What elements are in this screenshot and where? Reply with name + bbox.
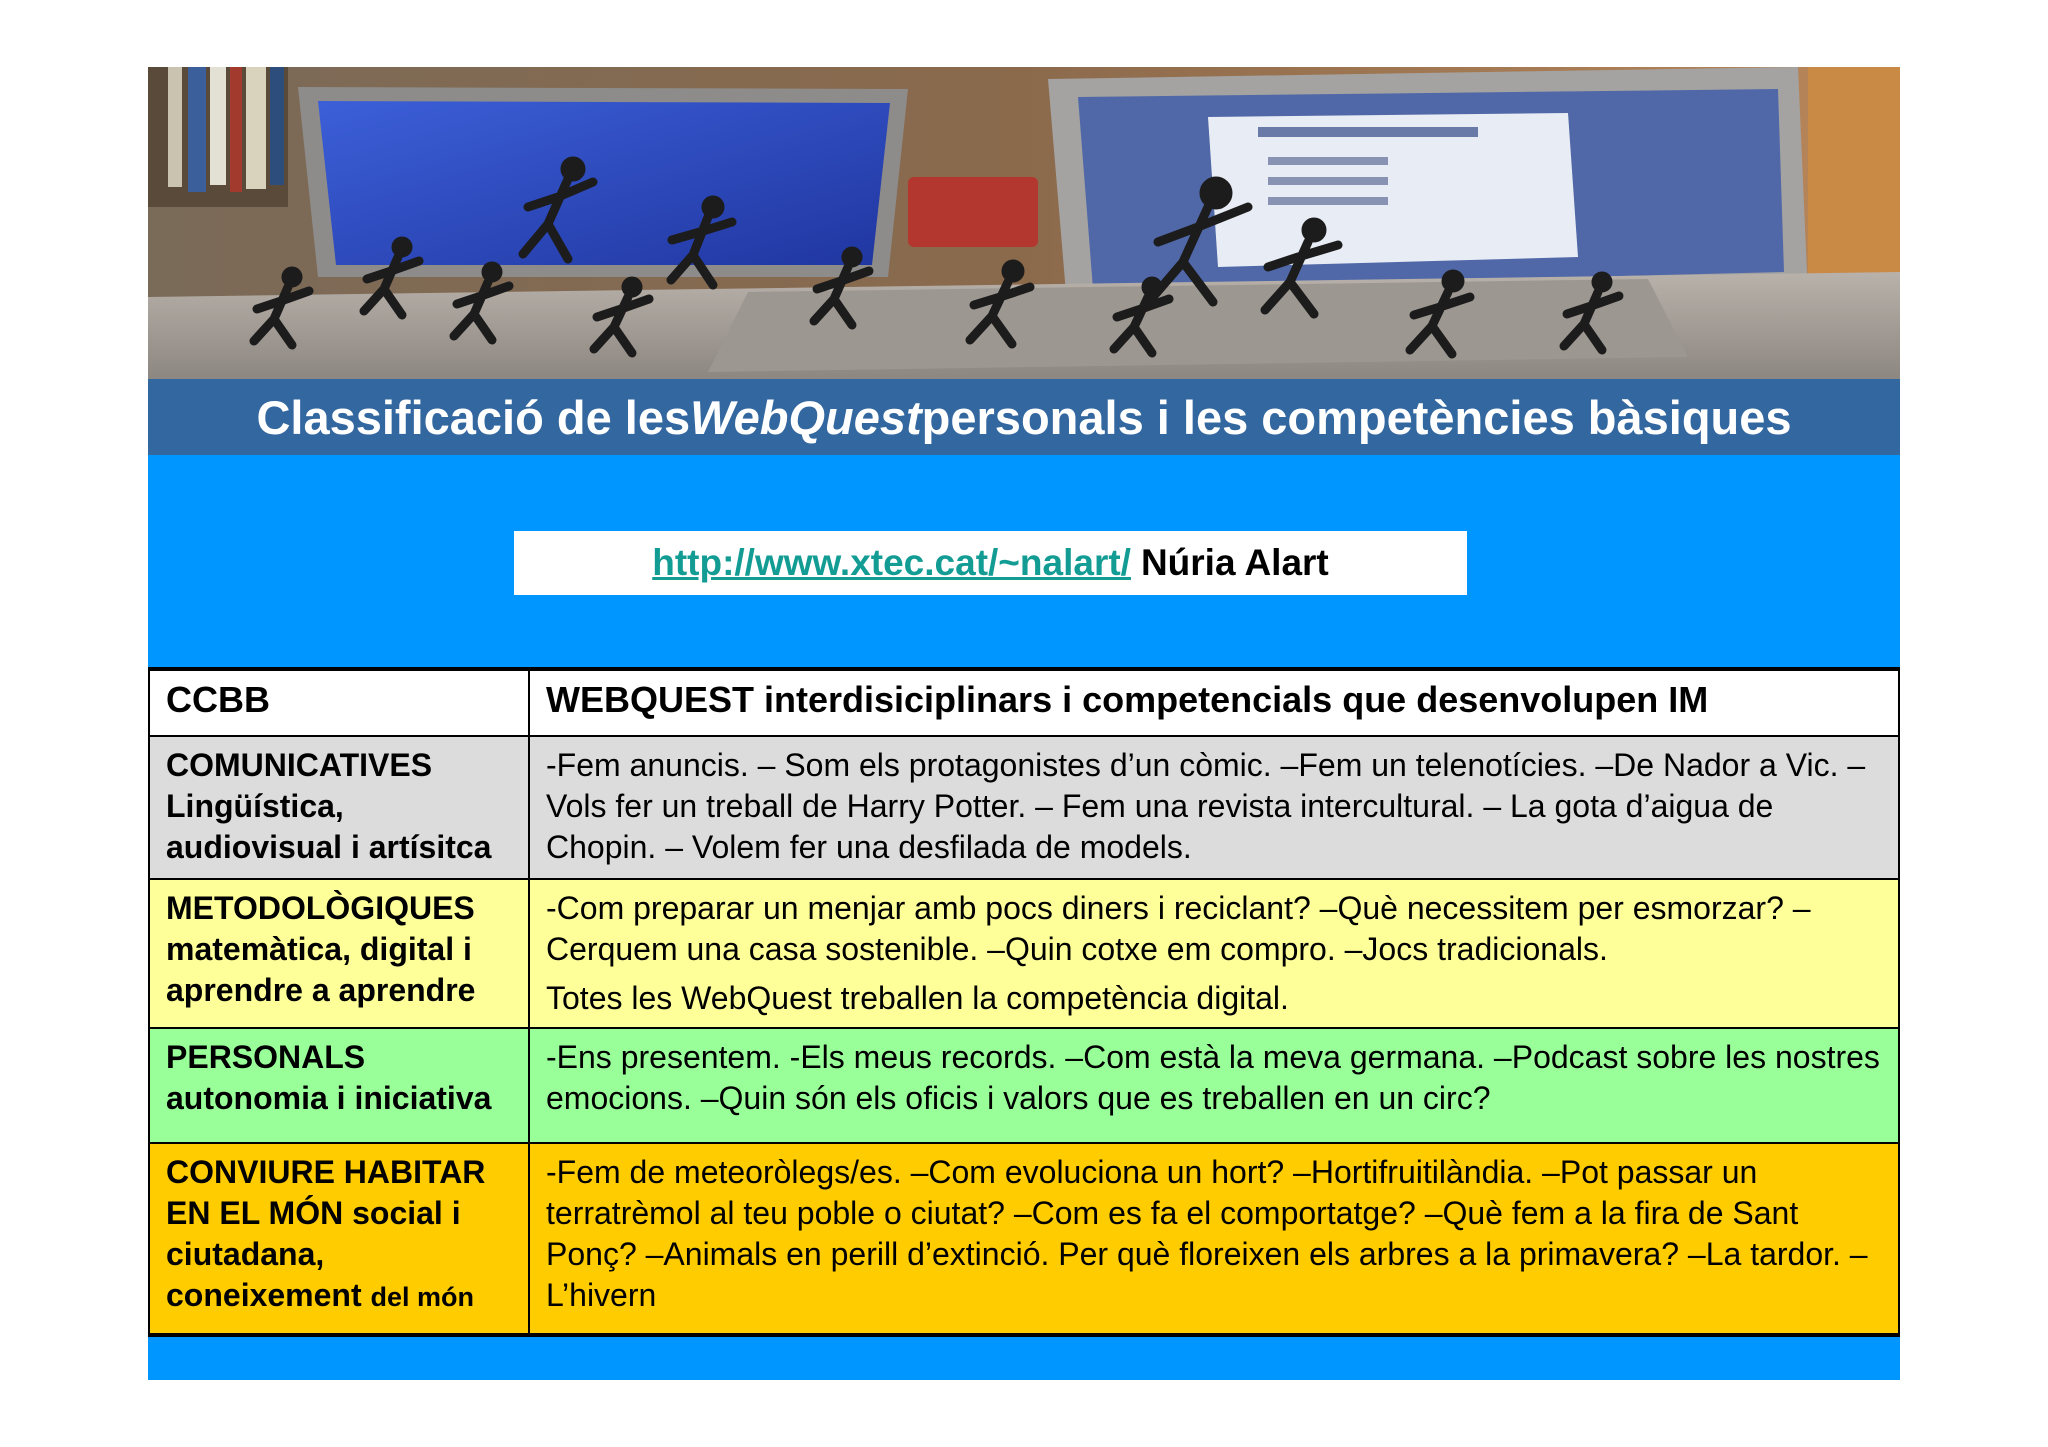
category-line: audiovisual i artísitca: [166, 829, 492, 865]
category-line: PERSONALS: [166, 1039, 366, 1075]
category-cell: [149, 736, 529, 879]
category-cell: [149, 879, 529, 1028]
category-line: autonomia i iniciativa: [166, 1080, 492, 1116]
category-line: Lingüística,: [166, 788, 344, 824]
webquest-list-text: -Com preparar un menjar amb pocs diners i reciclant? –Què necessitem per esmorzar? –Cerquem una casa sostenible. –Quin cotxe em compro. –Jocs tradicionals.: [546, 890, 1811, 967]
title-pre: Classificació de les: [256, 390, 691, 444]
webquest-list-cell: [529, 879, 1899, 1028]
table-header-row: [149, 669, 1899, 736]
source-box: [514, 531, 1467, 595]
header-webquest: WEBQUEST interdisiciplinars i competencials que desenvolupen IM: [529, 669, 1899, 736]
table-row: [149, 736, 1899, 879]
webquest-list-cell: -Ens presentem. -Els meus records. –Com està la meva germana. –Podcast sobre les nostres emocions. –Quin són els oficis i valors que es treballen en un circ?: [529, 1028, 1899, 1143]
slide: [148, 67, 1900, 1380]
author-name: Núria Alart: [1140, 542, 1329, 583]
title-post: personals i les competències bàsiques: [921, 390, 1792, 444]
competencies-table: [148, 667, 1900, 1337]
category-line: CONVIURE HABITAR: [166, 1154, 486, 1190]
source-link[interactable]: http://www.xtec.cat/~nalart/: [652, 542, 1131, 583]
category-line: aprendre a aprendre: [166, 972, 476, 1008]
header-ccbb: CCBB: [149, 669, 529, 736]
title-emphasis: WebQuest: [690, 390, 922, 444]
webquest-list-cell: -Fem de meteoròlegs/es. –Com evoluciona un hort? –Hortifruitilàndia. –Pot passar un terratrèmol al teu poble o ciutat? –Com es fa el comportatge? –Què fem a la fira de Sant Ponç? –Animals en perill d’extinció. Per què floreixen els arbres a la primavera? –La tardor. –L’hivern: [529, 1143, 1899, 1335]
category-line-small: del món: [370, 1282, 475, 1312]
category-cell: [149, 1028, 529, 1143]
banner-image: [148, 67, 1900, 379]
table-row: [149, 1143, 1899, 1335]
table-row: [149, 879, 1899, 1028]
category-line: matemàtica, digital i: [166, 931, 472, 967]
page-title: [148, 379, 1900, 455]
category-line-last: [166, 1275, 512, 1318]
category-line: ciutadana,: [166, 1236, 325, 1272]
category-cell: [149, 1143, 529, 1335]
category-line: EN EL MÓN social i: [166, 1195, 461, 1231]
webquest-list-cell: -Fem anuncis. – Som els protagonistes d’un còmic. –Fem un telenotícies. –De Nador a Vic. –Vols fer un treball de Harry Potter. – Fem una revista intercultural. – La gota d’aigua de Chopin. – Volem fer una desfilada de models.: [529, 736, 1899, 879]
category-line: COMUNICATIVES: [166, 747, 433, 783]
category-line-word: coneixement: [166, 1277, 362, 1313]
digital-note: Totes les WebQuest treballen la competència digital.: [546, 980, 1289, 1016]
table-row: [149, 1028, 1899, 1143]
category-line: METODOLÒGIQUES: [166, 890, 475, 926]
